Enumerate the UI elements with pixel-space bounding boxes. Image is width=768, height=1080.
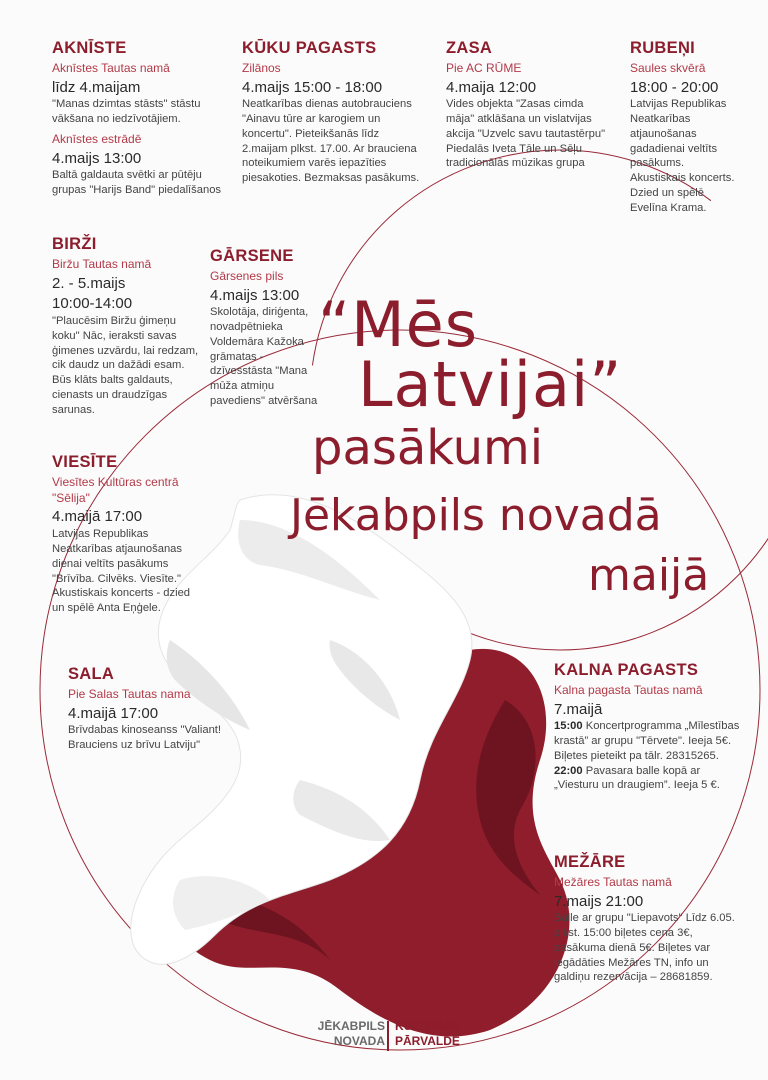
event-kuku-pagasts xyxy=(242,38,427,186)
event-date: 4.maijs 13:00 xyxy=(210,286,300,304)
venue: Pie AC RŪME xyxy=(446,60,522,75)
venue: Viesītes Kultūras centrā "Sēlija" xyxy=(52,474,179,505)
event-description: "Manas dzimtas stāsts" stāstu vākšana no iedzīvotājiem. xyxy=(52,98,201,126)
event-description xyxy=(554,719,744,763)
event-description: Baltā galdauta svētki ar pūtēju grupas "Harijs Band" piedalīšanos xyxy=(52,169,222,197)
event-sala xyxy=(68,664,248,753)
event-text: Koncertprogramma „Mīlestības krastā” ar grupu "Tērvete". Ieeja 5€. Biļetes pieteikt pa tālr. 28315265. xyxy=(554,720,740,762)
event-date: līdz 4.maijam xyxy=(52,78,141,96)
event-time: 15:00 xyxy=(554,720,583,733)
event-akniste xyxy=(52,38,227,198)
place-name: ZASA xyxy=(446,39,493,57)
event-time: 18:00 - 20:00 xyxy=(630,78,719,96)
event-viesite xyxy=(52,452,202,616)
place-name: MEŽĀRE xyxy=(554,853,626,871)
event-date: 4.maijā 17:00 xyxy=(68,704,159,722)
place-name: KALNA PAGASTS xyxy=(554,661,699,679)
event-time: 10:00-14:00 xyxy=(52,295,133,313)
event-rubeni xyxy=(630,38,742,216)
venue: Kalna pagasta Tautas namā xyxy=(554,682,703,697)
logo-left-line-2: NOVADA xyxy=(333,1034,385,1048)
event-description: "Plaucēsim Biržu ģimeņu koku" Nāc, ieraksti savas ģimenes uzvārdu, lai redzam, cik daudz un dažādi esam. Būs klāts balts galdauts, cienasts un draudzīgas sarunas. xyxy=(52,315,199,416)
event-date: 2. - 5.maijs xyxy=(52,274,126,292)
place-name: RUBEŅI xyxy=(630,39,696,57)
place-name: VIESĪTE xyxy=(52,453,118,471)
event-date: 4.maijs 13:00 xyxy=(52,149,142,167)
event-date: 7.maijs 21:00 xyxy=(554,892,644,910)
logo-divider xyxy=(387,1021,389,1051)
event-mezare xyxy=(554,852,739,985)
event-description xyxy=(554,764,744,794)
logo-right-line-1: KULTŪRAS xyxy=(395,1019,461,1033)
place-name: AKNĪSTE xyxy=(52,39,127,57)
title-line-2: Latvijai” xyxy=(358,348,623,421)
event-birzi xyxy=(52,234,202,418)
event-date: 4.maijā 17:00 xyxy=(52,508,143,526)
place-name: GĀRSENE xyxy=(210,247,294,265)
title-line-4: Jēkabpils novadā xyxy=(290,490,662,541)
title-line-1: “Mēs xyxy=(318,288,479,361)
venue: Biržu Tautas namā xyxy=(52,256,152,271)
event-description: Skolotāja, diriģenta, novadpētnieka Voldemāra Kažoka grāmatas - dzīvesstāsta "Mana mūža atmiņu pavediens" atvēršana xyxy=(210,306,318,408)
event-date: 4.maijs 15:00 - 18:00 xyxy=(242,78,383,96)
logo-right-line-2: PĀRVALDE xyxy=(395,1034,460,1048)
title-line-5: maijā xyxy=(588,550,710,601)
event-date: 7.maijā xyxy=(554,700,603,718)
event-text: Pavasara balle kopā ar „Viesturu un draugiem”. Ieeja 5 €. xyxy=(554,764,720,792)
logo-left-line-1: JĒKABPILS xyxy=(317,1019,385,1033)
event-garsene xyxy=(210,246,325,409)
venue: Mežāres Tautas namā xyxy=(554,874,672,889)
venue: Gārsenes pils xyxy=(210,268,284,283)
event-description: Vides objekta "Zasas cimda māja" atklāšana un vislatvijas akcija "Uzvelc savu tautastērpu" Piedalās Iveta Tāle un Sēļu tradicionālās mūzikas grupa xyxy=(446,98,606,170)
event-date: 4.maija 12:00 xyxy=(446,78,537,96)
venue: Pie Salas Tautas nama xyxy=(68,686,191,701)
place-name: SALA xyxy=(68,665,115,683)
event-zasa xyxy=(446,38,606,171)
venue: Saules skvērā xyxy=(630,60,706,75)
place-name: KŪKU PAGASTS xyxy=(242,39,377,57)
event-description: Balle ar grupu "Liepavots" Līdz 6.05. plkst. 15:00 biļetes cena 3€, pasākuma dienā 5€. Biļetes var iegādāties Mežāres TN, info un galdiņu rezervācija – 28681859. xyxy=(554,912,735,984)
event-description: Neatkarības dienas autobrauciens "Ainavu tūre ar karogiem un koncertu". Pieteikšanās līdz 2.maijam plkst. 17.00. Ar brauciena noteikumiem varēs iepazīties piesakoties. Bezmaksas pasākums. xyxy=(242,98,420,185)
event-description: Latvijas Republikas Neatkarības atjaunošanas gadadienai veltīts pasākums. Akustiskais koncerts. Dzied un spēlē Evelīna Krama. xyxy=(630,98,735,214)
title-line-3: pasākumi xyxy=(312,420,544,476)
place-name: BIRŽI xyxy=(52,235,97,253)
event-kalna-pagasts xyxy=(554,660,744,793)
event-description: Brīvdabas kinoseanss "Valiant! Brauciens uz brīvu Latviju" xyxy=(68,724,222,752)
event-time: 22:00 xyxy=(554,764,583,777)
event-description: Latvijas Republikas Neatkarības atjaunošanas dienai veltīts pasākums "Brīvība. Cilvēks. Viesīte." Akustiskais koncerts - dzied un spēlē Anta Eņģele. xyxy=(52,528,191,615)
venue: Zilānos xyxy=(242,60,281,75)
venue: Aknīstes estrādē xyxy=(52,131,142,146)
venue: Aknīstes Tautas namā xyxy=(52,60,170,75)
